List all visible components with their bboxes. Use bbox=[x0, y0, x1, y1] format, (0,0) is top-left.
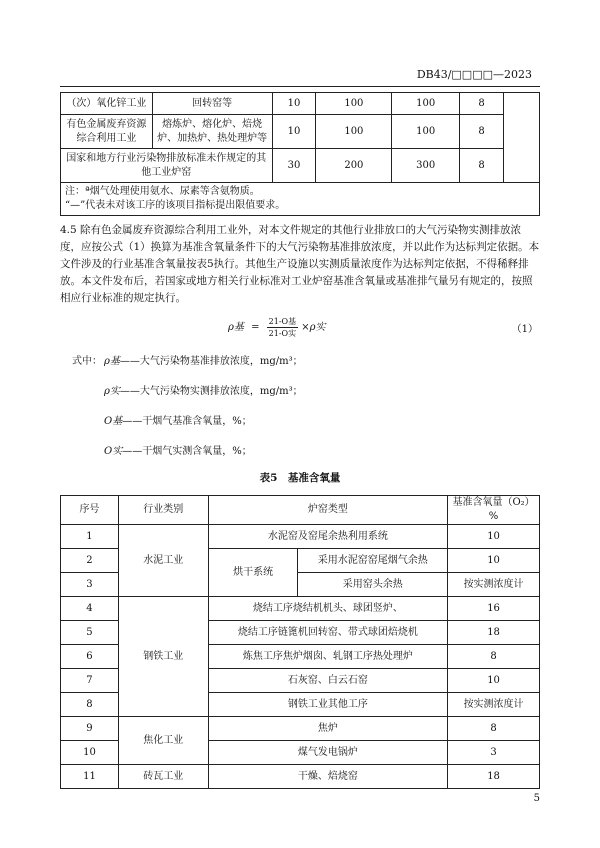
oxygen-cell: 按实测浓度计 bbox=[448, 573, 540, 597]
def-symbol: ρ实 bbox=[104, 386, 120, 397]
row-number: 11 bbox=[61, 765, 119, 789]
formula-denominator: 21-O实 bbox=[268, 329, 297, 338]
value-cell: 8 bbox=[460, 115, 504, 149]
row-number: 1 bbox=[61, 525, 119, 549]
blank-cell bbox=[504, 93, 540, 183]
formula-number: （1） bbox=[511, 324, 538, 335]
reference-oxygen-table bbox=[60, 495, 540, 789]
industry-cell: 有色金属废弃资源综合利用工业 bbox=[61, 115, 153, 149]
formula-rhs: ×ρ实 bbox=[301, 322, 326, 333]
oxygen-cell: 18 bbox=[448, 621, 540, 645]
value-cell: 100 bbox=[316, 115, 392, 149]
table-row bbox=[61, 717, 540, 741]
def-text: ——干烟气实测含氧量，%； bbox=[122, 446, 252, 457]
header-rule bbox=[60, 86, 540, 87]
row-number: 10 bbox=[61, 741, 119, 765]
table-caption: 表5 基准含氧量 bbox=[259, 472, 341, 484]
kiln-cell: 烧结工序链篦机回转窑、带式球团焙烧机 bbox=[208, 621, 447, 645]
section-4-5-paragraph: 4.5 除有色金属废弃资源综合利用工业外，对本文件规定的其他行业排放口的大气污染物实测排放浓度，应按公式（1）换算为基准含氧量条件下的大气污染物基准排放浓度，并以此作为达标判定依据。本文件涉及的行业基准含氧量按表5执行。其他生产设施以实测质量浓度作为达标判定依据，不得稀释排放。本文件发布后，若国家或地方相关行业标准对工业炉窑基准含氧量或基准排气量另有规定的，按照相应行业标准的规定执行。 bbox=[60, 224, 540, 304]
kiln-cell: 石灰窑、白云石窑 bbox=[208, 669, 447, 693]
definition bbox=[104, 412, 252, 427]
value-cell: 30 bbox=[272, 149, 316, 183]
row-number: 3 bbox=[61, 573, 119, 597]
header-cell: 基准含氧量（O₂）% bbox=[448, 496, 540, 525]
table-row bbox=[61, 115, 540, 149]
value-cell: 10 bbox=[272, 93, 316, 115]
def-symbol: O实 bbox=[104, 446, 123, 457]
row-number: 9 bbox=[61, 717, 119, 741]
kiln-cell: 烧结工序烧结机机头、球团竖炉、 bbox=[208, 597, 447, 621]
formula: ρ基 = 21-O基 21-O实 ×ρ实 bbox=[228, 317, 326, 338]
subgroup-cell: 烘干系统 bbox=[208, 549, 298, 597]
value-cell: 8 bbox=[460, 93, 504, 115]
oxygen-cell: 10 bbox=[448, 669, 540, 693]
def-symbol: ρ基 bbox=[104, 356, 120, 367]
document-code: DB43/□□□□—2023 bbox=[416, 68, 532, 81]
value-cell: 8 bbox=[460, 149, 504, 183]
process-cell: 回转窑等 bbox=[152, 93, 272, 115]
formula-numerator: 21-O基 bbox=[268, 317, 297, 326]
kiln-cell: 炼焦工序焦炉烟囱、轧钢工序热处理炉 bbox=[208, 645, 447, 669]
header-cell: 行业类别 bbox=[118, 496, 208, 525]
industry-cell: 砖瓦工业 bbox=[118, 765, 208, 789]
table-row bbox=[61, 597, 540, 621]
table-row bbox=[61, 149, 540, 183]
def-symbol: O基 bbox=[104, 416, 123, 427]
oxygen-cell: 16 bbox=[448, 597, 540, 621]
kiln-cell: 干燥、焙烧窑 bbox=[208, 765, 447, 789]
kiln-cell: 采用水泥窑窑尾烟气余热 bbox=[298, 549, 448, 573]
industry-cell: 水泥工业 bbox=[118, 525, 208, 597]
def-text: ——大气污染物实测排放浓度，mg/m³； bbox=[119, 386, 303, 397]
table-note bbox=[61, 183, 540, 216]
row-number: 8 bbox=[61, 693, 119, 717]
row-number: 4 bbox=[61, 597, 119, 621]
industry-cell: 焦化工业 bbox=[118, 717, 208, 765]
row-number: 2 bbox=[61, 549, 119, 573]
def-text: ——大气污染物基准排放浓度，mg/m³； bbox=[119, 356, 303, 367]
definition bbox=[104, 442, 252, 457]
def-text: ——干烟气基准含氧量，%； bbox=[122, 416, 252, 427]
row-number: 5 bbox=[61, 621, 119, 645]
kiln-cell: 焦炉 bbox=[208, 717, 447, 741]
oxygen-cell: 8 bbox=[448, 645, 540, 669]
formula-lhs: ρ基 bbox=[228, 322, 244, 333]
definition bbox=[104, 352, 303, 367]
process-cell: 熔炼炉、熔化炉、焙烧炉、加热炉、热处理炉等 bbox=[152, 115, 272, 149]
header-cell: 序号 bbox=[61, 496, 119, 525]
row-number: 6 bbox=[61, 645, 119, 669]
industry-cell: 钢铁工业 bbox=[118, 597, 208, 717]
note-line: 注：ª烟气处理使用氨水、尿素等含氨物质。 bbox=[65, 186, 260, 197]
oxygen-cell: 按实测浓度计 bbox=[448, 693, 540, 717]
industry-cell: 国家和地方行业污染物排放标准未作规定的其他工业炉窑 bbox=[61, 149, 273, 183]
oxygen-cell: 3 bbox=[448, 741, 540, 765]
kiln-cell: 煤气发电锅炉 bbox=[208, 741, 447, 765]
table-row bbox=[61, 525, 540, 549]
row-number: 7 bbox=[61, 669, 119, 693]
value-cell: 200 bbox=[316, 149, 392, 183]
table-header-row bbox=[61, 496, 540, 525]
value-cell: 100 bbox=[392, 93, 460, 115]
kiln-cell: 钢铁工业其他工序 bbox=[208, 693, 447, 717]
emission-limit-table bbox=[60, 92, 540, 216]
page-number: 5 bbox=[533, 793, 540, 804]
table-row bbox=[61, 93, 540, 115]
kiln-cell: 水泥窑及窑尾余热利用系统 bbox=[208, 525, 447, 549]
kiln-cell: 采用窑头余热 bbox=[298, 573, 448, 597]
where-label: 式中： bbox=[72, 356, 102, 367]
table-row bbox=[61, 765, 540, 789]
definition bbox=[104, 382, 303, 397]
value-cell: 300 bbox=[392, 149, 460, 183]
note-line: “—”代表未对该工序的该项目指标提出限值要求。 bbox=[65, 200, 286, 211]
oxygen-cell: 10 bbox=[448, 525, 540, 549]
oxygen-cell: 18 bbox=[448, 765, 540, 789]
value-cell: 100 bbox=[392, 115, 460, 149]
header-cell: 炉窑类型 bbox=[208, 496, 447, 525]
oxygen-cell: 10 bbox=[448, 549, 540, 573]
value-cell: 10 bbox=[272, 115, 316, 149]
oxygen-cell: 8 bbox=[448, 717, 540, 741]
value-cell: 100 bbox=[316, 93, 392, 115]
industry-cell: （次）氧化锌工业 bbox=[61, 93, 153, 115]
